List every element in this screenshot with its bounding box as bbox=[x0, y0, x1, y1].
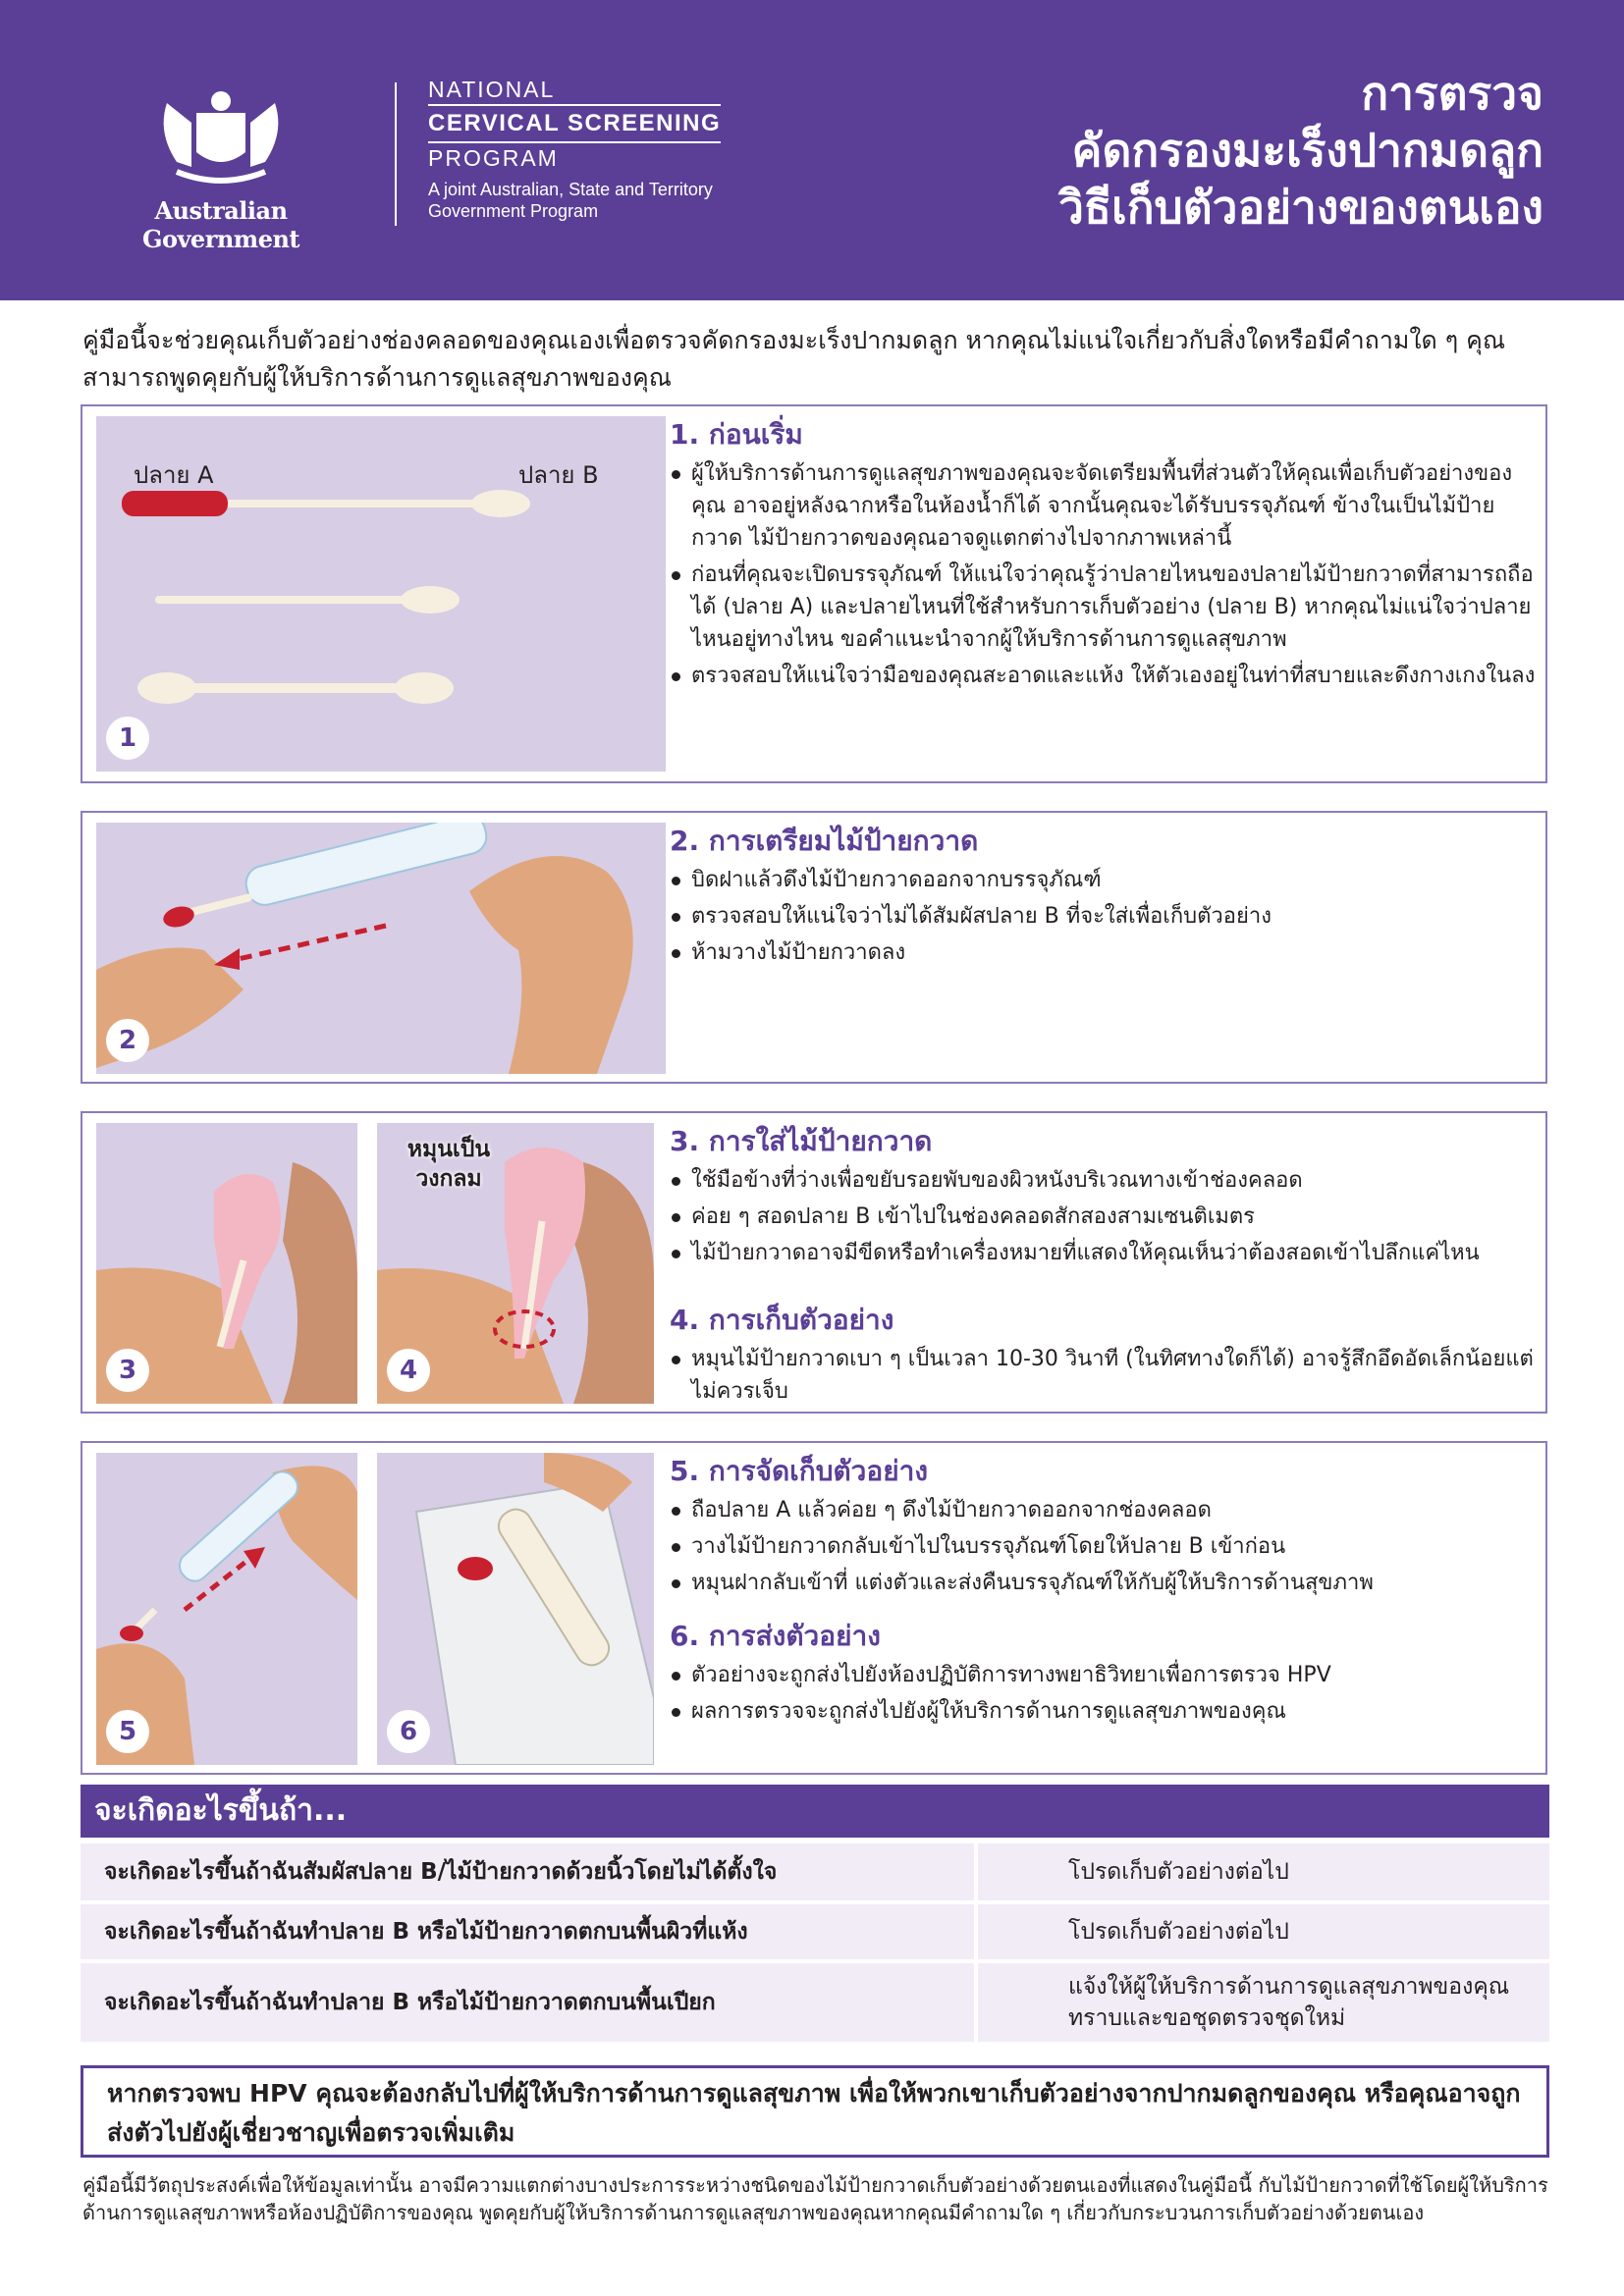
step-2-title: 2. การเตรียมไม้ป้ายกวาด bbox=[670, 825, 979, 857]
step-card-4 bbox=[81, 1441, 1547, 1775]
list-item: ผู้ให้บริการด้านการดูแลสุขภาพของคุณจะจัดเตรียมพื้นที่ส่วนตัวให้คุณเพื่อเก็บตัวอย่างของคุณ อาจอยู่หลังฉากหรือในห้องน้ำก็ได้ จากนั้นคุณจะได้รับบรรจุภัณฑ์ ข้างในเป็นไม้ป้ายกวาด ไม้ป้ายกวาดของคุณอาจดูแตกต่างไปจากภาพเหล่านี้ bbox=[670, 457, 1538, 555]
illustration-prepare-swab bbox=[96, 823, 666, 1074]
step-card-2 bbox=[81, 811, 1547, 1084]
illustration-rotate-swab bbox=[377, 1123, 654, 1404]
page-title bbox=[1058, 65, 1543, 236]
step-6-title: 6. การส่งตัวอย่าง bbox=[670, 1620, 881, 1652]
list-item: ค่อย ๆ สอดปลาย B เข้าไปในช่องคลอดสักสองสามเซนติเมตร bbox=[670, 1201, 1538, 1233]
panel-number-3: 3 bbox=[106, 1349, 149, 1392]
table-row bbox=[81, 1843, 1549, 1900]
step-card-1 bbox=[81, 404, 1547, 783]
table-row bbox=[81, 1963, 1549, 2042]
callout-line-2: วงกลม bbox=[415, 1166, 482, 1192]
whatif-answer: โปรดเก็บตัวอย่างต่อไป bbox=[978, 1904, 1549, 1959]
end-b-label: ปลาย B bbox=[518, 461, 599, 489]
government-name: Australian Government bbox=[141, 196, 299, 253]
footnote: คู่มือนี้มีวัตถุประสงค์เพื่อให้ข้อมูลเท่านั้น อาจมีความแตกต่างบางประการระหว่างชนิดของไม้ป้ายกวาดเก็บตัวอย่างด้วยตนเองที่แสดงในคู่มือนี้ กับไม้ป้ายกวาดที่ใช้โดยผู้ให้บริการด้านการดูแลสุขภาพหรือห้องปฏิบัติการของคุณ พูดคุยกับผู้ให้บริการด้านการดูแลสุขภาพของคุณหากคุณมีคำถามใด ๆ เกี่ยวกับกระบวนการเก็บตัวอย่างด้วยตนเอง bbox=[82, 2173, 1548, 2224]
panel-number-4: 4 bbox=[387, 1349, 430, 1392]
rotate-callout bbox=[385, 1135, 513, 1194]
header-divider bbox=[395, 82, 397, 226]
list-item: ตรวจสอบให้แน่ใจว่ามือของคุณสะอาดและแห้ง ให้ตัวเองอยู่ในท่าที่สบายและดึงกางเกงในลง bbox=[670, 660, 1538, 692]
illustration-package-sample bbox=[377, 1453, 654, 1765]
list-item: บิดฝาแล้วดึงไม้ป้ายกวาดออกจากบรรจุภัณฑ์ bbox=[670, 864, 1538, 896]
list-item: ตรวจสอบให้แน่ใจว่าไม่ได้สัมผัสปลาย B ที่จะใส่เพื่อเก็บตัวอย่าง bbox=[670, 900, 1538, 933]
step-4-title: 4. การเก็บตัวอย่าง bbox=[670, 1304, 894, 1336]
step-5 bbox=[670, 1453, 1538, 1599]
title-line-3: วิธีเก็บตัวอย่างของตนเอง bbox=[1058, 181, 1543, 234]
list-item: ถือปลาย A แล้วค่อย ๆ ดึงไม้ป้ายกวาดออกจากช่องคลอด bbox=[670, 1494, 1538, 1526]
step-1 bbox=[670, 416, 1538, 692]
list-item: หมุนไม้ป้ายกวาดเบา ๆ เป็นเวลา 10-30 วินาที (ในทิศทางใดก็ได้) อาจรู้สึกอึดอัดเล็กน้อยแต่ไม่ควรเจ็บ bbox=[670, 1343, 1538, 1408]
panel-number-6: 6 bbox=[387, 1710, 430, 1753]
whatif-question: จะเกิดอะไรขึ้นถ้าฉันสัมผัสปลาย B/ไม้ป้ายกวาดด้วยนิ้วโดยไม่ได้ตั้งใจ bbox=[81, 1843, 974, 1900]
table-row bbox=[81, 1904, 1549, 1959]
list-item: วางไม้ป้ายกวาดกลับเข้าไปในบรรจุภัณฑ์โดยให้ปลาย B เข้าก่อน bbox=[670, 1530, 1538, 1563]
illustration-remove-swab bbox=[96, 1453, 357, 1765]
program-logo bbox=[428, 75, 721, 222]
callout-line-1: หมุนเป็น bbox=[406, 1137, 491, 1162]
title-line-2: คัดกรองมะเร็งปากมดลูก bbox=[1071, 124, 1543, 177]
program-line-1: NATIONAL bbox=[428, 77, 556, 102]
list-item: ไม้ป้ายกวาดอาจมีขีดหรือทำเครื่องหมายที่แสดงให้คุณเห็นว่าต้องสอดเข้าไปลึกแค่ไหน bbox=[670, 1237, 1538, 1269]
panel-number-5: 5 bbox=[106, 1710, 149, 1753]
step-6 bbox=[670, 1618, 1538, 1728]
illustration-insert-swab bbox=[96, 1123, 357, 1404]
intro-text: คู่มือนี้จะช่วยคุณเก็บตัวอย่างช่องคลอดของคุณเองเพื่อตรวจคัดกรองมะเร็งปากมดลูก หากคุณไม่แน่ใจเกี่ยวกับสิ่งใดหรือมีคำถามใด ๆ คุณสามารถพูดคุยกับผู้ให้บริการด้านการดูแลสุขภาพของคุณ bbox=[82, 326, 1506, 392]
title-line-1: การตรวจ bbox=[1361, 67, 1543, 120]
whatif-question: จะเกิดอะไรขึ้นถ้าฉันทำปลาย B หรือไม้ป้ายกวาดตกบนพื้นผิวที่แห้ง bbox=[81, 1904, 974, 1959]
list-item: ผลการตรวจจะถูกส่งไปยังผู้ให้บริการด้านการดูแลสุขภาพของคุณ bbox=[670, 1695, 1538, 1728]
page-header bbox=[0, 0, 1624, 300]
step-2 bbox=[670, 823, 1538, 969]
step-4 bbox=[670, 1302, 1538, 1408]
program-line-2: CERVICAL SCREENING bbox=[428, 104, 721, 143]
list-item: ตัวอย่างจะถูกส่งไปยังห้องปฏิบัติการทางพยาธิวิทยาเพื่อการตรวจ HPV bbox=[670, 1659, 1538, 1691]
step-5-title: 5. การจัดเก็บตัวอย่าง bbox=[670, 1455, 928, 1487]
panel-number-1: 1 bbox=[106, 717, 149, 760]
program-tagline-2: Government Program bbox=[428, 201, 599, 221]
whatif-answer: โปรดเก็บตัวอย่างต่อไป bbox=[978, 1843, 1549, 1900]
whatif-answer: แจ้งให้ผู้ให้บริการด้านการดูแลสุขภาพของคุณทราบและขอชุดตรวจชุดใหม่ bbox=[978, 1963, 1549, 2042]
step-3 bbox=[670, 1123, 1538, 1269]
coat-of-arms-icon bbox=[147, 83, 295, 191]
whatif-heading: จะเกิดอะไรขึ้นถ้า... bbox=[81, 1785, 1549, 1838]
program-line-3: PROGRAM bbox=[428, 145, 559, 171]
list-item: ห้ามวางไม้ป้ายกวาดลง bbox=[670, 936, 1538, 969]
step-card-3 bbox=[81, 1111, 1547, 1414]
list-item: ก่อนที่คุณจะเปิดบรรจุภัณฑ์ ให้แน่ใจว่าคุณรู้ว่าปลายไหนของปลายไม้ป้ายกวาดที่สามารถถือได้ (ปลาย A) และปลายไหนที่ใช้สำหรับการเก็บตัวอย่าง (ปลาย B) หากคุณไม่แน่ใจว่าปลายไหนอยู่ทางไหน ขอคำแนะนำจากผู้ให้บริการด้านการดูแลสุขภาพ bbox=[670, 559, 1538, 656]
program-tagline-1: A joint Australian, State and Territory bbox=[428, 180, 713, 199]
panel-number-2: 2 bbox=[106, 1019, 149, 1062]
step-1-title: 1. ก่อนเริ่ม bbox=[670, 418, 803, 451]
prepare-swab-illustration bbox=[96, 823, 666, 1074]
step-3-title: 3. การใส่ไม้ป้ายกวาด bbox=[670, 1125, 933, 1157]
list-item: ใช้มือข้างที่ว่างเพื่อขยับรอยพับของผิวหนังบริเวณทางเข้าช่องคลอด bbox=[670, 1164, 1538, 1197]
list-item: หมุนฝากลับเข้าที่ แต่งตัวและส่งคืนบรรจุภัณฑ์ให้กับผู้ให้บริการด้านสุขภาพ bbox=[670, 1567, 1538, 1599]
illustration-swab-ends bbox=[96, 416, 666, 772]
whatif-question: จะเกิดอะไรขึ้นถ้าฉันทำปลาย B หรือไม้ป้ายกวาดตกบนพื้นเปียก bbox=[81, 1963, 974, 2042]
hpv-notice: หากตรวจพบ HPV คุณจะต้องกลับไปที่ผู้ให้บริการด้านการดูแลสุขภาพ เพื่อให้พวกเขาเก็บตัวอย่างจากปากมดลูกของคุณ หรือคุณอาจถูกส่งตัวไปยังผู้เชี่ยวชาญเพื่อตรวจเพิ่มเติม bbox=[81, 2065, 1549, 2158]
end-a-label: ปลาย A bbox=[134, 461, 214, 489]
